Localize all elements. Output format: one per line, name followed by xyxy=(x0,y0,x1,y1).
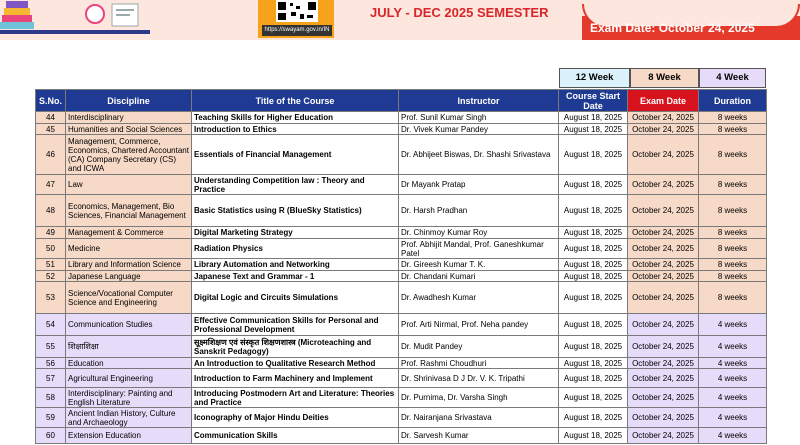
row-course-title: Japanese Text and Grammar - 1 xyxy=(192,271,399,282)
row-start-date: August 18, 2025 xyxy=(559,239,628,259)
table-row xyxy=(36,388,767,408)
row-duration: 4 weeks xyxy=(699,408,767,428)
swayam-url[interactable]: https://swayam.gov.in/IN xyxy=(262,25,332,36)
row-duration: 8 weeks xyxy=(699,135,767,175)
row-course-title: Library Automation and Networking xyxy=(192,259,399,271)
table-row xyxy=(36,358,767,369)
row-start-date: August 18, 2025 xyxy=(559,112,628,124)
row-duration: 4 weeks xyxy=(699,358,767,369)
row-course-title: An Introduction to Qualitative Research Method xyxy=(192,358,399,369)
row-instructor: Dr. Chandani Kumari xyxy=(399,271,559,282)
row-discipline: Library and Information Science xyxy=(66,259,192,271)
row-start-date: August 18, 2025 xyxy=(559,369,628,388)
row-exam-date: October 24, 2025 xyxy=(628,408,699,428)
row-discipline: Education xyxy=(66,358,192,369)
table-row xyxy=(36,175,767,195)
row-duration: 8 weeks xyxy=(699,271,767,282)
row-sno: 45 xyxy=(36,124,66,135)
row-discipline: Law xyxy=(66,175,192,195)
row-duration: 8 weeks xyxy=(699,175,767,195)
row-discipline: Humanities and Social Sciences xyxy=(66,124,192,135)
row-discipline: Management, Commerce, Economics, Chartered Accountant (CA) Company Secretary (CS) and ICWA xyxy=(66,135,192,175)
row-instructor: Dr. Vivek Kumar Pandey xyxy=(399,124,559,135)
table-row xyxy=(36,259,767,271)
row-start-date: August 18, 2025 xyxy=(559,135,628,175)
row-instructor: Prof. Abhijit Mandal, Prof. Ganeshkumar Patel xyxy=(399,239,559,259)
row-course-title: Digital Logic and Circuits Simulations xyxy=(192,282,399,314)
row-duration: 8 weeks xyxy=(699,112,767,124)
row-instructor: Prof. Sunil Kumar Singh xyxy=(399,112,559,124)
row-course-title: Basic Statistics using R (BlueSky Statistics) xyxy=(192,195,399,227)
table-row xyxy=(36,408,767,428)
row-start-date: August 18, 2025 xyxy=(559,175,628,195)
col-discipline: Discipline xyxy=(66,90,192,112)
row-exam-date: October 24, 2025 xyxy=(628,227,699,239)
row-duration: 8 weeks xyxy=(699,195,767,227)
row-exam-date: October 24, 2025 xyxy=(628,314,699,336)
table-body xyxy=(36,112,767,444)
row-instructor: Dr. Shrinivasa D J Dr. V. K. Tripathi xyxy=(399,369,559,388)
row-start-date: August 18, 2025 xyxy=(559,428,628,444)
row-course-title: Effective Communication Skills for Personal and Professional Development xyxy=(192,314,399,336)
table-row xyxy=(36,428,767,444)
row-sno: 44 xyxy=(36,112,66,124)
row-exam-date: October 24, 2025 xyxy=(628,388,699,408)
row-start-date: August 18, 2025 xyxy=(559,408,628,428)
row-discipline: Communication Studies xyxy=(66,314,192,336)
row-exam-date: October 24, 2025 xyxy=(628,175,699,195)
row-instructor: Dr. Harsh Pradhan xyxy=(399,195,559,227)
row-start-date: August 18, 2025 xyxy=(559,124,628,135)
semester-title: JULY - DEC 2025 SEMESTER xyxy=(370,5,549,20)
row-discipline: शिक्षाशिक्षा xyxy=(66,336,192,358)
row-sno: 52 xyxy=(36,271,66,282)
row-sno: 53 xyxy=(36,282,66,314)
row-exam-date: October 24, 2025 xyxy=(628,282,699,314)
row-instructor: Dr. Mudit Pandey xyxy=(399,336,559,358)
row-sno: 54 xyxy=(36,314,66,336)
row-discipline: Interdisciplinary: Painting and English Literature xyxy=(66,388,192,408)
legend-8-week: 8 Week xyxy=(630,68,699,88)
row-exam-date: October 24, 2025 xyxy=(628,239,699,259)
row-sno: 57 xyxy=(36,369,66,388)
qr-code-icon xyxy=(276,0,318,22)
table-row xyxy=(36,124,767,135)
row-sno: 58 xyxy=(36,388,66,408)
row-course-title: Digital Marketing Strategy xyxy=(192,227,399,239)
table-row xyxy=(36,336,767,358)
row-discipline: Management & Commerce xyxy=(66,227,192,239)
row-sno: 59 xyxy=(36,408,66,428)
row-course-title: Iconography of Major Hindu Deities xyxy=(192,408,399,428)
row-exam-date: October 24, 2025 xyxy=(628,336,699,358)
col-sno: S.No. xyxy=(36,90,66,112)
table-row xyxy=(36,227,767,239)
row-start-date: August 18, 2025 xyxy=(559,271,628,282)
row-course-title: Teaching Skills for Higher Education xyxy=(192,112,399,124)
row-exam-date: October 24, 2025 xyxy=(628,195,699,227)
row-instructor: Prof. Arti Nirmal, Prof. Neha pandey xyxy=(399,314,559,336)
table-row xyxy=(36,195,767,227)
row-exam-date: October 24, 2025 xyxy=(628,271,699,282)
row-sno: 49 xyxy=(36,227,66,239)
row-discipline: Medicine xyxy=(66,239,192,259)
col-instructor: Instructor xyxy=(399,90,559,112)
row-exam-date: October 24, 2025 xyxy=(628,369,699,388)
row-discipline: Japanese Language xyxy=(66,271,192,282)
row-start-date: August 18, 2025 xyxy=(559,358,628,369)
row-discipline: Agricultural Engineering xyxy=(66,369,192,388)
row-course-title: Essentials of Financial Management xyxy=(192,135,399,175)
row-duration: 8 weeks xyxy=(699,227,767,239)
table-row xyxy=(36,314,767,336)
row-duration: 8 weeks xyxy=(699,124,767,135)
row-start-date: August 18, 2025 xyxy=(559,388,628,408)
row-instructor: Dr. Awadhesh Kumar xyxy=(399,282,559,314)
table-row xyxy=(36,271,767,282)
row-course-title: Introduction to Farm Machinery and Implement xyxy=(192,369,399,388)
row-start-date: August 18, 2025 xyxy=(559,282,628,314)
col-title: Title of the Course xyxy=(192,90,399,112)
row-duration: 4 weeks xyxy=(699,314,767,336)
col-duration: Duration xyxy=(699,90,767,112)
row-sno: 48 xyxy=(36,195,66,227)
row-duration: 8 weeks xyxy=(699,282,767,314)
header-banner xyxy=(0,0,800,40)
table-row xyxy=(36,282,767,314)
row-instructor: Dr. Gireesh Kumar T. K. xyxy=(399,259,559,271)
row-exam-date: October 24, 2025 xyxy=(628,112,699,124)
row-course-title: सूक्ष्मशिक्षण एवं संस्कृत शिक्षणशास्त्र (Microteaching and Sanskrit Pedagogy) xyxy=(192,336,399,358)
row-exam-date: October 24, 2025 xyxy=(628,124,699,135)
course-table xyxy=(35,89,767,444)
row-duration: 4 weeks xyxy=(699,336,767,358)
table-header-row xyxy=(36,90,767,112)
row-sno: 55 xyxy=(36,336,66,358)
row-start-date: August 18, 2025 xyxy=(559,227,628,239)
row-instructor: Dr. Sarvesh Kumar xyxy=(399,428,559,444)
row-course-title: Introducing Postmodern Art and Literature: Theories and Practice xyxy=(192,388,399,408)
row-sno: 50 xyxy=(36,239,66,259)
row-instructor: Dr Mayank Pratap xyxy=(399,175,559,195)
row-duration: 8 weeks xyxy=(699,239,767,259)
row-sno: 51 xyxy=(36,259,66,271)
row-sno: 47 xyxy=(36,175,66,195)
row-discipline: Extension Education xyxy=(66,428,192,444)
row-instructor: Prof. Rashmi Choudhuri xyxy=(399,358,559,369)
table-row xyxy=(36,369,767,388)
table-row xyxy=(36,112,767,124)
row-start-date: August 18, 2025 xyxy=(559,336,628,358)
row-instructor: Dr. Abhijeet Biswas, Dr. Shashi Srivastava xyxy=(399,135,559,175)
row-exam-date: October 24, 2025 xyxy=(628,259,699,271)
row-exam-date: October 24, 2025 xyxy=(628,135,699,175)
row-sno: 60 xyxy=(36,428,66,444)
row-discipline: Ancient Indian History, Culture and Archaeology xyxy=(66,408,192,428)
row-instructor: Dr. Chinmoy Kumar Roy xyxy=(399,227,559,239)
legend-12-week: 12 Week xyxy=(559,68,630,88)
row-discipline: Science/Vocational Computer Science and Engineering xyxy=(66,282,192,314)
row-exam-date: October 24, 2025 xyxy=(628,358,699,369)
row-start-date: August 18, 2025 xyxy=(559,314,628,336)
row-instructor: Dr. Nairanjana Srivastava xyxy=(399,408,559,428)
row-instructor: Dr. Purnima, Dr. Varsha Singh xyxy=(399,388,559,408)
books-illustration-icon xyxy=(0,0,150,40)
row-exam-date: October 24, 2025 xyxy=(628,428,699,444)
table-row xyxy=(36,135,767,175)
row-duration: 4 weeks xyxy=(699,388,767,408)
table-row xyxy=(36,239,767,259)
row-discipline: Economics, Management, Bio Sciences, Financial Management xyxy=(66,195,192,227)
row-discipline: Interdisciplinary xyxy=(66,112,192,124)
row-start-date: August 18, 2025 xyxy=(559,259,628,271)
row-sno: 46 xyxy=(36,135,66,175)
row-duration: 4 weeks xyxy=(699,369,767,388)
row-sno: 56 xyxy=(36,358,66,369)
row-course-title: Understanding Competition law : Theory and Practice xyxy=(192,175,399,195)
legend-4-week: 4 Week xyxy=(699,68,766,88)
row-duration: 4 weeks xyxy=(699,428,767,444)
col-start-date: Course Start Date xyxy=(559,90,628,112)
row-course-title: Radiation Physics xyxy=(192,239,399,259)
col-exam-date: Exam Date xyxy=(628,90,699,112)
row-start-date: August 18, 2025 xyxy=(559,195,628,227)
exam-date-label: Exam Date: October 24, 2025 xyxy=(590,21,755,35)
row-duration: 8 weeks xyxy=(699,259,767,271)
row-course-title: Communication Skills xyxy=(192,428,399,444)
row-course-title: Introduction to Ethics xyxy=(192,124,399,135)
